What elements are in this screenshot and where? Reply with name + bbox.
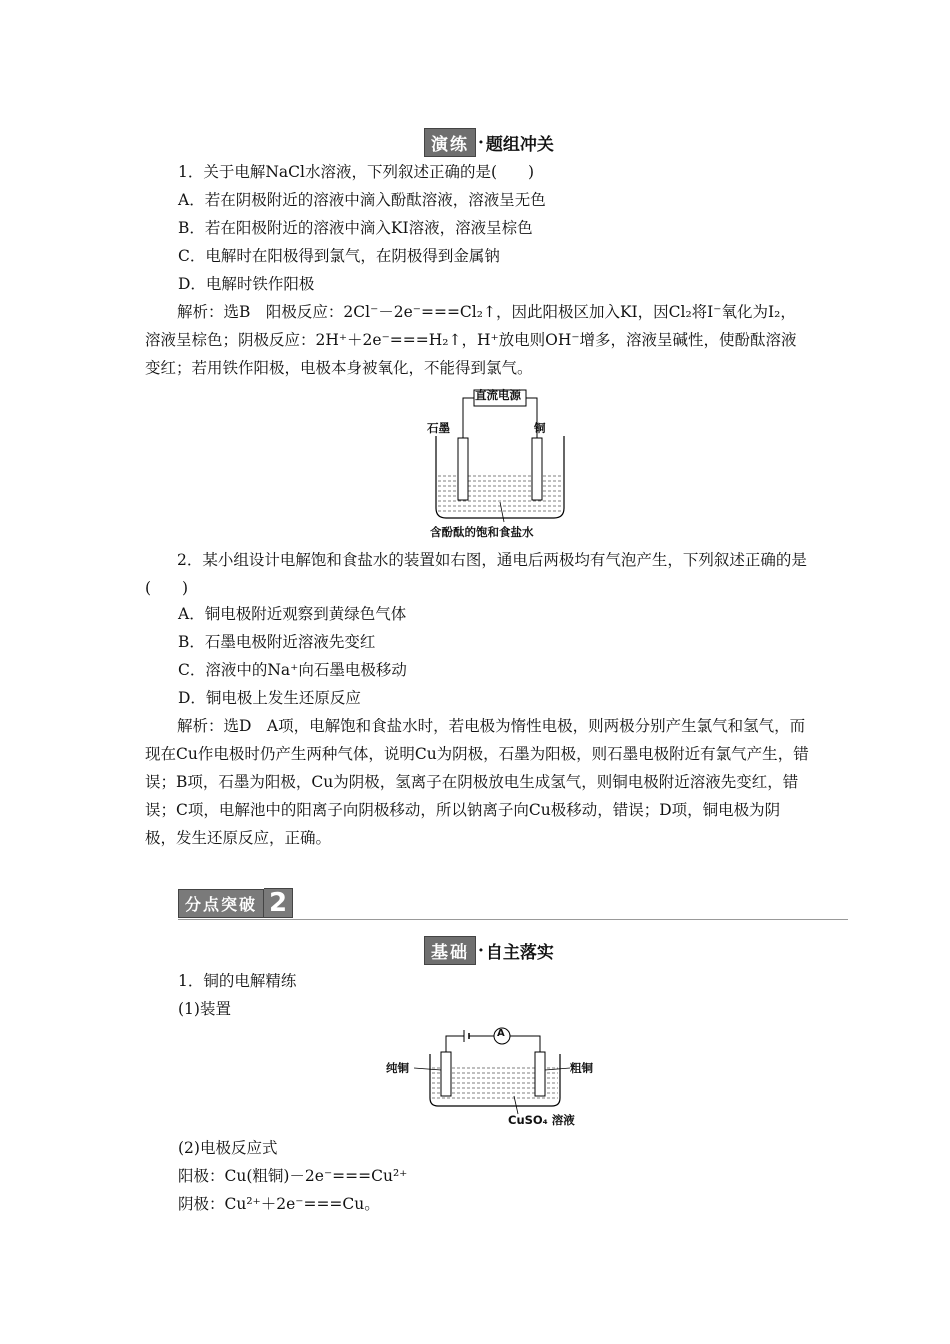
foundation-banner	[424, 936, 554, 965]
electrolysis-figure	[420, 384, 580, 544]
q1-stem: 1．关于电解NaCl水溶液，下列叙述正确的是( )	[178, 163, 535, 181]
banner-text-2: 自主落实	[485, 943, 554, 963]
q2-option-d: D．铜电极上发生还原反应	[178, 689, 361, 707]
q2-stem: 2．某小组设计电解饱和食盐水的装置如右图，通电后两极均有气泡产生，下列叙述正确的是( )	[145, 551, 807, 597]
cuso4-label: CuSO₄ 溶液	[508, 1113, 575, 1127]
cathode-reaction: 阴极：Cu²⁺＋2e⁻===Cu。	[178, 1195, 380, 1213]
pure-copper-label: 纯铜	[386, 1061, 409, 1075]
copper-refining-title: 1．铜的电解精练	[178, 972, 297, 990]
practice-banner	[424, 128, 554, 157]
copper-label: 铜	[534, 421, 546, 435]
refining-figure	[384, 1024, 604, 1134]
banner-dot-2: ·	[478, 940, 484, 961]
graphite-label: 石墨	[427, 421, 450, 435]
power-source-label: 直流电源	[475, 388, 521, 402]
banner-text: 题组冲关	[485, 135, 554, 155]
banner-tag-2: 基础	[424, 936, 476, 965]
apparatus-subtitle: (1)装置	[178, 1000, 231, 1018]
q2-option-b: B．石墨电极附近溶液先变红	[178, 633, 376, 651]
banner-tag: 演练	[424, 128, 476, 157]
q2-option-c: C．溶液中的Na⁺向石墨电极移动	[178, 661, 407, 679]
solution-label: 含酚酞的饱和食盐水	[430, 525, 534, 539]
electrolysis-diagram	[420, 384, 580, 544]
section-header	[178, 888, 293, 918]
q1-option-a: A．若在阴极附近的溶液中滴入酚酞溶液，溶液呈无色	[178, 191, 546, 209]
section-divider	[178, 919, 848, 920]
ammeter-label: A	[497, 1028, 505, 1039]
section-header-text: 分点突破	[178, 889, 264, 918]
q1-option-b: B．若在阳极附近的溶液中滴入KI溶液，溶液呈棕色	[178, 219, 533, 237]
banner-dot: ·	[478, 132, 484, 153]
q1-option-c: C．电解时在阳极得到氯气，在阴极得到金属钠	[178, 247, 500, 265]
q1-option-d: D．电解时铁作阳极	[178, 275, 315, 293]
crude-copper-label: 粗铜	[570, 1061, 593, 1075]
q2-analysis: 解析：选D A项，电解饱和食盐水时，若电极为惰性电极，则两极分别产生氯气和氢气，而现在Cu作电极时仍产生两种气体，说明Cu为阴极，石墨为阳极，则石墨电极附近有氯气产生，错误；B项，石墨为阳极，Cu为阴极，氢离子在阴极放电生成氢气，则铜电极附近溶液先变红，错误；C项，电解池中的阳离子向阴极移动，所以钠离子向Cu极移动，错误；D项，铜电极为阴极，发生还原反应，正确。	[145, 717, 809, 847]
q2-option-a: A．铜电极附近观察到黄绿色气体	[178, 605, 407, 623]
q1-analysis: 解析：选B 阳极反应：2Cl⁻－2e⁻===Cl₂↑，因此阳极区加入KI，因Cl₂将I⁻氧化为I₂，溶液呈棕色；阴极反应：2H⁺＋2e⁻===H₂↑，H⁺放电则OH⁻增多，溶液呈碱性，使酚酞溶液变红；若用铁作阳极，电极本身被氧化，不能得到氯气。	[145, 303, 797, 377]
section-header-number: 2	[264, 888, 293, 918]
electrode-reaction-subtitle: (2)电极反应式	[178, 1139, 278, 1157]
anode-reaction: 阳极：Cu(粗铜)－2e⁻===Cu²⁺	[178, 1167, 408, 1185]
